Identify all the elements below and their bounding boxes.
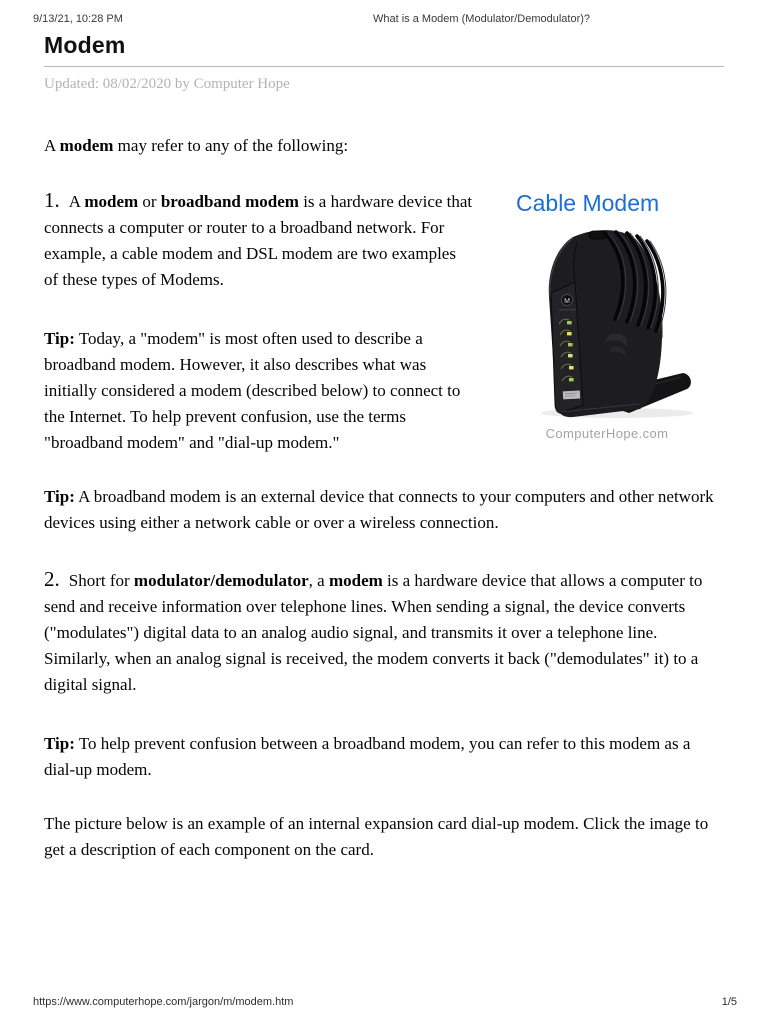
article [44,32,724,863]
print-header-datetime: 9/13/21, 10:28 PM [33,13,123,25]
page-title: Modem [44,32,126,58]
figure-watermark: ComputerHope.com [545,426,669,441]
left-column [44,187,474,456]
print-header [33,13,735,27]
list-item-2-text: Short for modulator/demodulator, a modem is a hardware device that allows a computer to send and receive information over telephone lines. When sending a signal, the device converts ("modulates") digital data to an analog audio signal, and transmits it over a telephone line. Similarly, when an analog signal is received, the modem converts it back ("demodulates" it) to a digital signal. [44,571,703,694]
tip-paragraph-3: Tip: To help prevent confusion between a broadband modem, you can refer to this modem as a dial-up modem. [44,734,691,779]
cable-modem-illustration [514,223,700,419]
title-divider [44,66,724,67]
updated-line: Updated: 08/02/2020 by Computer Hope [44,76,290,92]
print-header-title: What is a Modem (Modulator/Demodulator)? [373,13,591,25]
figure-title: Cable Modem [516,190,660,216]
list-item-2 [44,566,724,698]
tip-paragraph-1: Tip: Today, a "modem" is most often used to describe a broadband modem. However, it also describes what was initially considered a modem (described below) to connect to the Internet. To help prevent confusion, use the terms "broadband modem" and "dial-up modem." [44,329,461,452]
svg-text:M: M [564,298,570,305]
right-column [474,187,724,441]
tip-paragraph-2: Tip: A broadband modem is an external device that connects to your computers and other network devices using either a network cable or over a wireless connection. [44,487,714,532]
list-item-1 [44,187,474,293]
two-column-section [44,187,724,456]
list-item-1-text: A modem or broadband modem is a hardware device that connects a computer or router to a broadband network. For example, a cable modem and DSL modem are two examples of these types of Modems. [44,192,473,289]
list-number-2: 2. [44,567,60,591]
intro-paragraph: A modem may refer to any of the following: [44,136,349,155]
cable-modem-figure [490,190,724,441]
list-number-1: 1. [44,188,60,212]
footer-url: https://www.computerhope.com/jargon/m/modem.htm [33,996,294,1008]
print-footer [33,996,737,1008]
footer-page-number: 1/5 [721,996,737,1008]
cable-modem-photo[interactable] [490,223,724,424]
closing-paragraph: The picture below is an example of an internal expansion card dial-up modem. Click the image to get a description of each component on the card. [44,814,709,859]
